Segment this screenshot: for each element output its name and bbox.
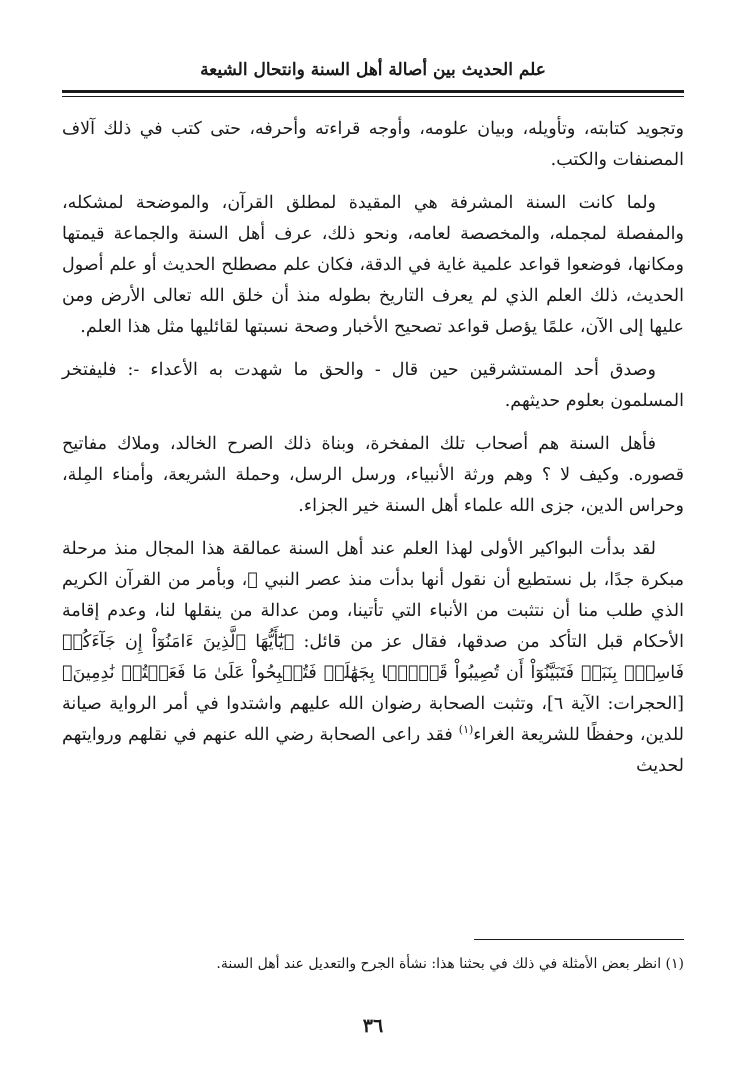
- running-header: علم الحديث بين أصالة أهل السنة وانتحال الشيعة: [200, 60, 546, 80]
- footnote-marker[interactable]: (١): [458, 723, 474, 737]
- paragraph-text: لقد بدأت البواكير الأولى لهذا العلم عند أهل السنة عمالقة هذا المجال منذ مرحلة مبكرة جدًا، بل نستطيع أن نقول أنها بدأت منذ عصر النبي ﷺ، وبأمر من القرآن الكريم الذي طلب منا أن نتثبت من الأنباء التي تأتينا، ومن عدالة من ينقلها لنا، وعدم إقامة الأحكام قبل التأكد من صدقها، فقال عز من قائل: ﴿يَٰٓأَيُّهَا ٱلَّذِينَ ءَامَنُوٓاْ إِن جَآءَكُمۡ فَاسِقُۢ بِنَبَإٖ فَتَبَيَّنُوٓاْ أَن تُصِيبُواْ قَوۡمَۢا بِجَهَٰلَةٖ فَتُصۡبِحُواْ عَلَىٰ مَا فَعَلۡتُمۡ نَٰدِمِينَ﴾ [الحجرات: الآية ٦]، وتثبت الصحابة رضوان الله عليهم واشتدوا في أمر الرواية صيانة للدين، وحفظًا للشريعة الغراء: [62, 539, 684, 745]
- paragraph-text-continued: فقد راعى الصحابة رضي الله عنهم في نقلهم وروايتهم لحديث: [62, 725, 684, 776]
- header-rule-thin: [62, 96, 684, 97]
- paragraph: وصدق أحد المستشرقين حين قال - والحق ما شهدت به الأعداء -: فليفتخر المسلمون بعلوم حديثهم.: [62, 360, 684, 411]
- page-number: ٣٦: [362, 1015, 384, 1037]
- paragraph-continuation: وتجويد كتابته، وتأويله، وبيان علومه، وأوجه قراءته وأحرفه، حتى كتب في ذلك آلاف المصنفات والكتب.: [62, 119, 684, 170]
- page-body: [62, 114, 684, 794]
- header-rule: [62, 90, 684, 93]
- paragraph: ولما كانت السنة المشرفة هي المقيدة لمطلق القرآن، والموضحة لمشكله، والمفصلة لمجمله، والمخصصة لعامه، ونحو ذلك، عرف أهل السنة والجماعة قيمتها ومكانها، فوضعوا قواعد علمية غاية في الدقة، فكان علم مصطلح الحديث أو علم أصول الحديث، ذلك العلم الذي لم يعرف التاريخ بطوله منذ أن خلق الله تعالى الأرض ومن عليها إلى الآن، علمًا يؤصل قواعد تصحيح الأخبار وصحة نسبتها لقائليها مثل هذا العلم.: [62, 193, 684, 337]
- footnote: (١) انظر بعض الأمثلة في ذلك في بحثنا هذا: نشأة الجرح والتعديل عند أهل السنة.: [216, 956, 684, 972]
- paragraph: [62, 534, 684, 782]
- paragraph: فأهل السنة هم أصحاب تلك المفخرة، وبناة ذلك الصرح الخالد، وملاك مفاتيح قصوره. وكيف لا ؟ وهم ورثة الأنبياء، ورسل الرسل، وحملة الشريعة، وأمناء المِلة، وحراس الدين، جزى الله علماء أهل السنة خير الجزاء.: [62, 434, 684, 516]
- footnote-separator: [474, 939, 684, 940]
